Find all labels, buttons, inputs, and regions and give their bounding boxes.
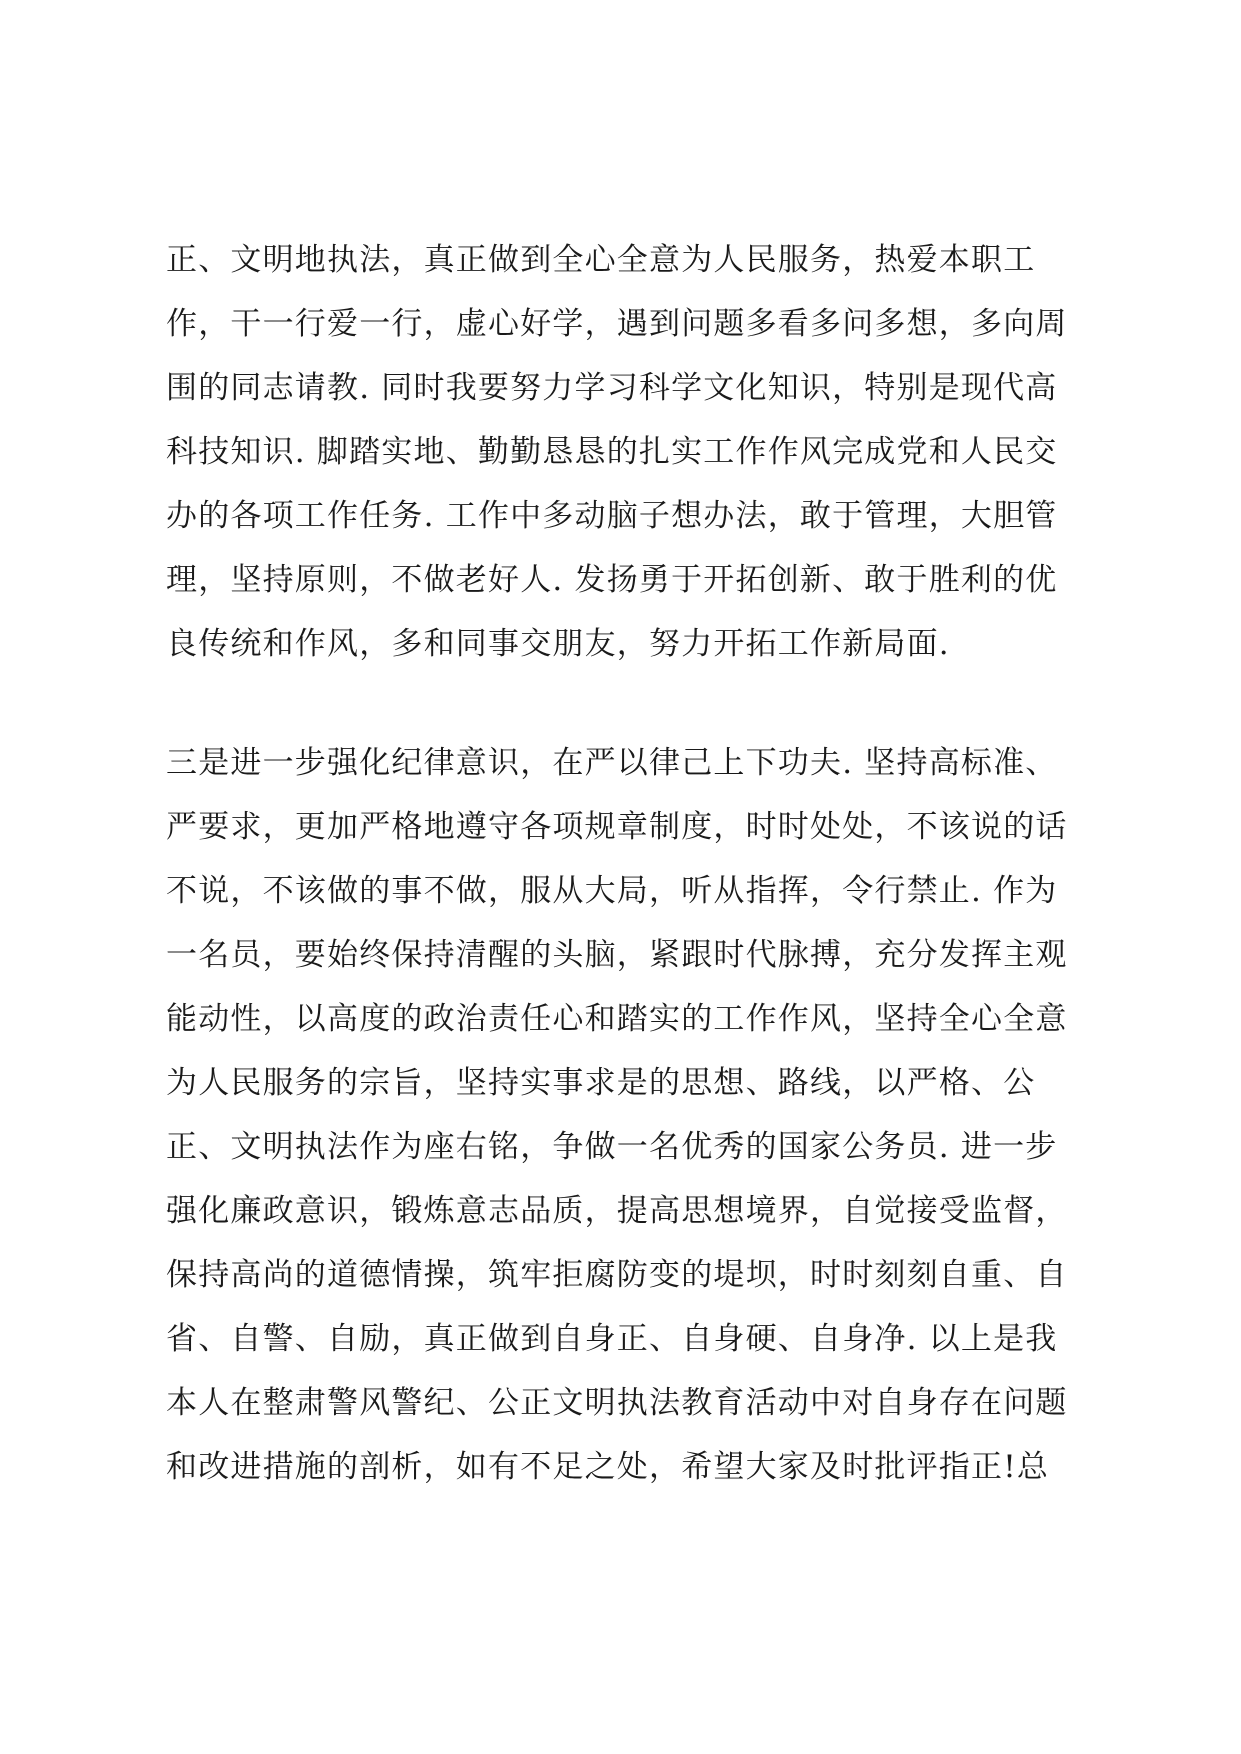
text-line: 科技知识. 脚踏实地、勤勤恳恳的扎实工作作风完成党和人民交	[166, 434, 1058, 470]
text-line: 办的各项工作任务. 工作中多动脑子想办法，敢于管理，大胆管	[166, 498, 1058, 534]
text-line: 能动性，以高度的政治责任心和踏实的工作作风，坚持全心全意	[166, 1001, 1068, 1037]
text-line: 不说，不该做的事不做，服从大局，听从指挥，令行禁止. 作为	[166, 873, 1058, 909]
text-line: 一名员，要始终保持清醒的头脑，紧跟时代脉搏，充分发挥主观	[166, 937, 1068, 973]
text-line: 强化廉政意识，锻炼意志品质，提高思想境界，自觉接受监督，	[166, 1193, 1068, 1229]
text-line: 正、文明执法作为座右铭，争做一名优秀的国家公务员. 进一步	[166, 1129, 1058, 1165]
text-line: 和改进措施的剖析，如有不足之处，希望大家及时批评指正!总	[166, 1449, 1050, 1485]
paragraph-2	[166, 731, 1096, 1499]
text-line: 作，干一行爱一行，虚心好学，遇到问题多看多问多想，多向周	[166, 306, 1068, 342]
text-line: 三是进一步强化纪律意识，在严以律己上下功夫. 坚持高标准、	[166, 745, 1058, 781]
text-line: 良传统和作风，多和同事交朋友，努力开拓工作新局面.	[166, 626, 950, 662]
text-line: 围的同志请教. 同时我要努力学习科学文化知识，特别是现代高	[166, 370, 1058, 406]
paragraph-1	[166, 228, 1096, 676]
text-line: 保持高尚的道德情操，筑牢拒腐防变的堤坝，时时刻刻自重、自	[166, 1257, 1068, 1293]
text-line: 为人民服务的宗旨，坚持实事求是的思想、路线，以严格、公	[166, 1065, 1036, 1101]
text-line: 严要求，更加严格地遵守各项规章制度，时时处处，不该说的话	[166, 809, 1068, 845]
text-line: 正、文明地执法，真正做到全心全意为人民服务，热爱本职工	[166, 242, 1036, 278]
text-line: 省、自警、自励，真正做到自身正、自身硬、自身净. 以上是我	[166, 1321, 1058, 1357]
text-line: 理，坚持原则，不做老好人. 发扬勇于开拓创新、敢于胜利的优	[166, 562, 1058, 598]
text-line: 本人在整肃警风警纪、公正文明执法教育活动中对自身存在问题	[166, 1385, 1068, 1421]
